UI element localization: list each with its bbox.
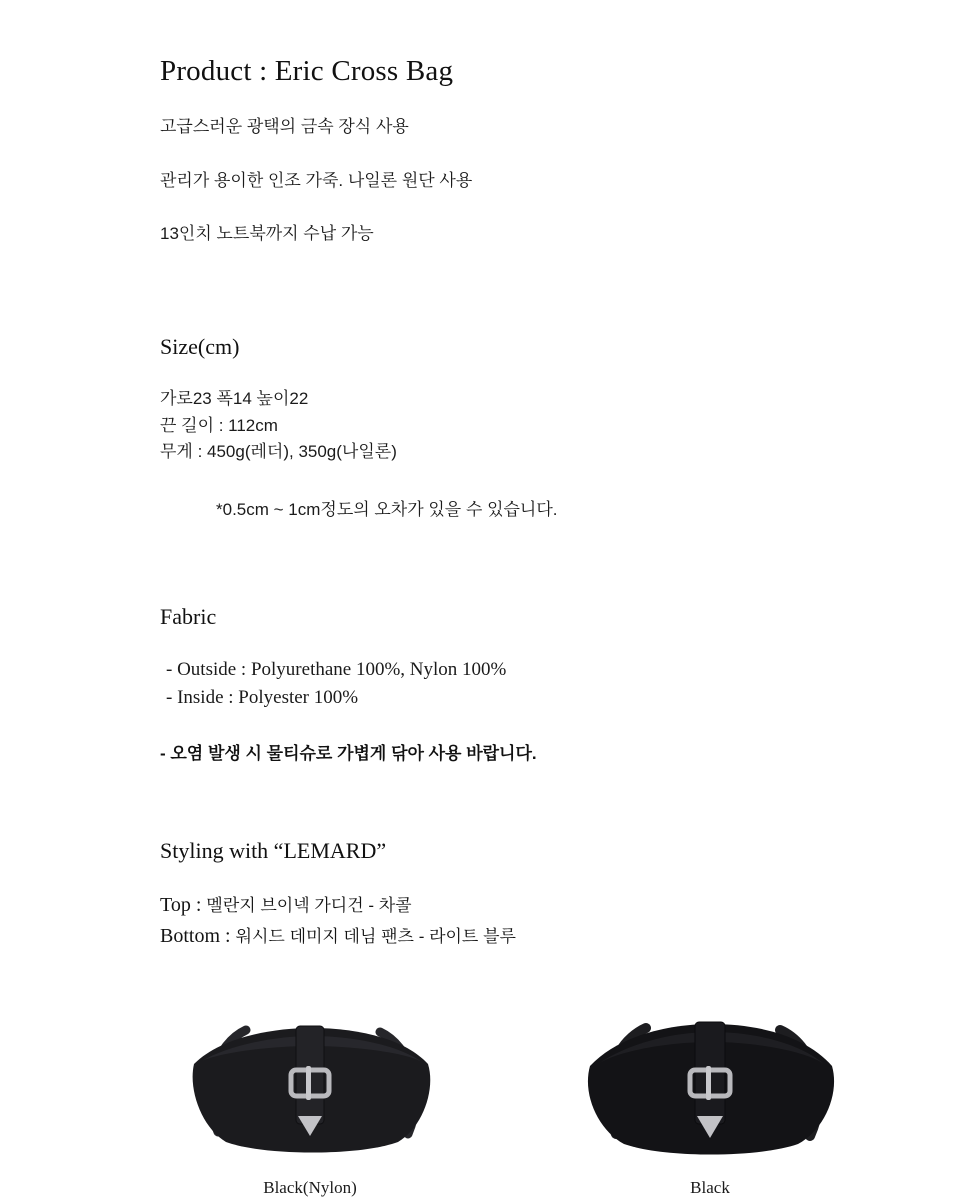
intro-line-2: 관리가 용이한 인조 가죽. 나일론 원단 사용 [160, 170, 473, 190]
bag-image-leather [560, 1004, 860, 1164]
styling-top-value: 멜란지 브이넥 가디건 - 차콜 [206, 896, 412, 916]
spacer [160, 520, 860, 578]
document-content [160, 54, 860, 952]
fabric-list [166, 656, 860, 711]
intro-line-3: 13인치 노트북까지 수납 가능 [160, 224, 374, 244]
styling-bottom-value: 워시드 데미지 데님 팬츠 - 라이트 블루 [235, 927, 516, 947]
styling-bottom [160, 921, 860, 952]
bag-image-nylon [160, 1004, 460, 1164]
intro-line-1: 고급스러운 광택의 금속 장식 사용 [160, 116, 409, 136]
styling-bottom-label: Bottom : [160, 925, 236, 948]
product-image-row [160, 1004, 860, 1198]
product-caption-leather: Black [690, 1178, 730, 1198]
styling-top [160, 890, 860, 921]
fabric-line-inside: - Inside : Polyester 100% [166, 686, 359, 708]
spacer [160, 578, 860, 604]
size-tolerance-note: *0.5cm ~ 1cm정도의 오차가 있을 수 있습니다. [216, 500, 558, 520]
spacer [160, 822, 860, 838]
spacer [160, 276, 860, 334]
size-line-3: 무게 : 450g(레더), 350g(나일론) [160, 441, 397, 461]
cross-bag-nylon-illustration [160, 1004, 460, 1164]
page-title: Product : Eric Cross Bag [160, 55, 454, 87]
size-line-2: 끈 길이 : 112cm [160, 415, 278, 435]
size-heading: Size(cm) [160, 334, 240, 360]
cross-bag-leather-illustration [560, 1004, 860, 1164]
spacer [160, 764, 860, 822]
product-item-nylon [160, 1004, 460, 1198]
fabric-heading: Fabric [160, 604, 217, 630]
styling-heading: Styling with “LEMARD” [160, 838, 387, 864]
size-line-1: 가로23 폭14 높이22 [160, 389, 309, 409]
care-instruction: - 오염 발생 시 물티슈로 가볍게 닦아 사용 바랍니다. [160, 744, 537, 764]
product-caption-nylon: Black(Nylon) [263, 1178, 357, 1198]
styling-top-label: Top : [160, 894, 207, 917]
size-spec-block [160, 386, 860, 465]
product-item-leather [560, 1004, 860, 1198]
fabric-line-outside: - Outside : Polyurethane 100%, Nylon 100% [166, 659, 507, 681]
